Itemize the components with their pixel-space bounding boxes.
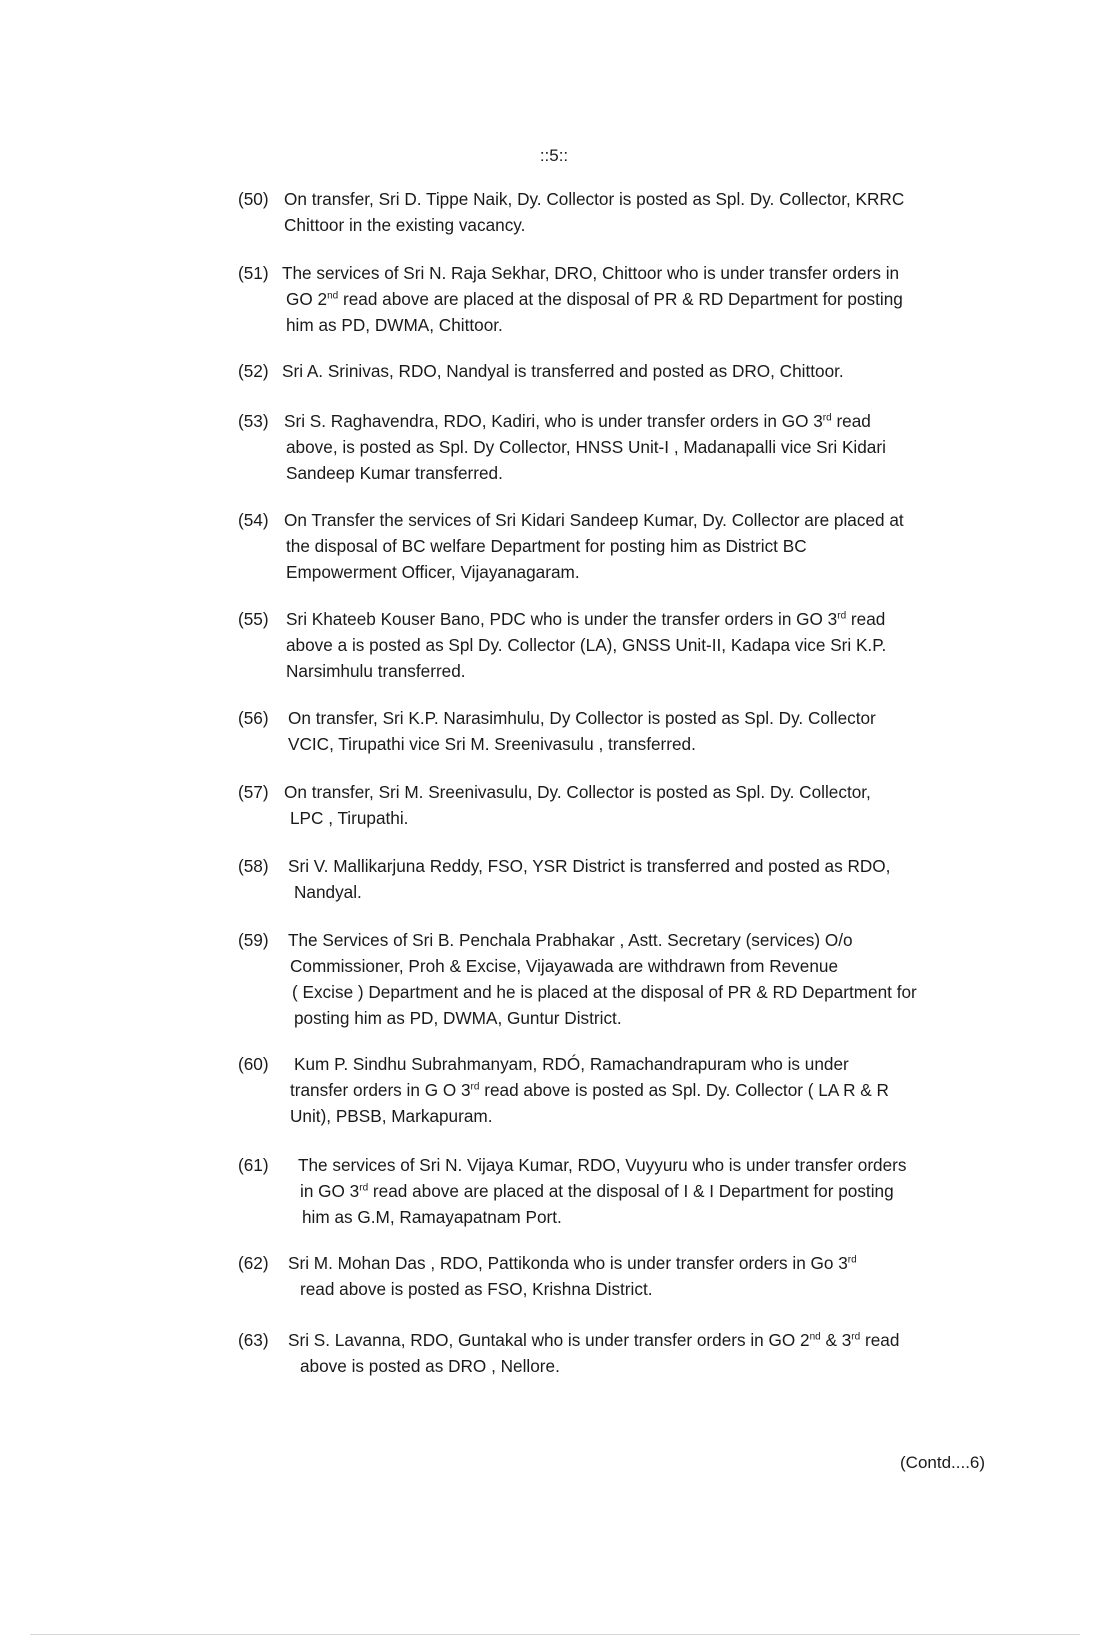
order-item — [238, 705, 998, 757]
order-item — [238, 853, 998, 905]
item-text-line: the disposal of BC welfare Department for posting him as District BC — [286, 536, 807, 556]
item-text-line: GO 2nd read above are placed at the disposal of PR & RD Department for posting — [286, 289, 903, 309]
item-text-line: Sri S. Lavanna, RDO, Guntakal who is under transfer orders in GO 2nd & 3rd read — [288, 1330, 900, 1350]
order-item — [238, 260, 998, 338]
ordinal-suffix: rd — [470, 1081, 480, 1093]
order-item — [238, 186, 998, 238]
ordinal-suffix: rd — [837, 610, 847, 622]
item-number: (57) — [238, 782, 269, 802]
ordinal-suffix: nd — [809, 1331, 821, 1343]
order-item — [238, 358, 998, 384]
item-number: (52) — [238, 361, 269, 381]
item-text-line: On Transfer the services of Sri Kidari Sandeep Kumar, Dy. Collector are placed at — [284, 510, 904, 530]
order-item — [238, 1152, 998, 1230]
item-text-line: Unit), PBSB, Markapuram. — [290, 1106, 493, 1126]
item-text-line: On transfer, Sri M. Sreenivasulu, Dy. Collector is posted as Spl. Dy. Collector, — [284, 782, 871, 802]
order-item — [238, 1250, 998, 1302]
item-text-line: posting him as PD, DWMA, Guntur District. — [294, 1008, 622, 1028]
order-item — [238, 408, 998, 486]
order-item — [238, 1051, 998, 1129]
ordinal-suffix: rd — [847, 1254, 857, 1266]
item-number: (55) — [238, 609, 269, 629]
item-number: (58) — [238, 856, 269, 876]
item-text-line: read above is posted as FSO, Krishna District. — [300, 1279, 653, 1299]
item-text-line: transfer orders in G O 3rd read above is posted as Spl. Dy. Collector ( LA R & R — [290, 1080, 889, 1100]
item-text-line: Commissioner, Proh & Excise, Vijayawada are withdrawn from Revenue — [290, 956, 839, 976]
order-item — [238, 507, 998, 585]
order-item — [238, 927, 998, 1031]
order-item — [238, 779, 998, 831]
item-text-line: Sandeep Kumar transferred. — [286, 463, 503, 483]
item-text-line: On transfer, Sri K.P. Narasimhulu, Dy Collector is posted as Spl. Dy. Collector — [288, 708, 876, 728]
item-number: (62) — [238, 1253, 269, 1273]
item-text-line: The services of Sri N. Vijaya Kumar, RDO, Vuyyuru who is under transfer orders — [298, 1155, 907, 1175]
item-text-line: Sri Khateeb Kouser Bano, PDC who is under the transfer orders in GO 3rd read — [286, 609, 886, 629]
item-text-line: him as G.M, Ramayapatnam Port. — [302, 1207, 562, 1227]
item-number: (54) — [238, 510, 269, 530]
item-text-line: Sri A. Srinivas, RDO, Nandyal is transferred and posted as DRO, Chittoor. — [282, 361, 844, 381]
item-text-line: Narsimhulu transferred. — [286, 661, 466, 681]
order-item — [238, 606, 998, 684]
item-text-line: in GO 3rd read above are placed at the disposal of I & I Department for posting — [300, 1181, 894, 1201]
item-text-line: Chittoor in the existing vacancy. — [284, 215, 526, 235]
item-text-line: Nandyal. — [294, 882, 362, 902]
item-text-line: above is posted as DRO , Nellore. — [300, 1356, 560, 1376]
item-text-line: Sri S. Raghavendra, RDO, Kadiri, who is under transfer orders in GO 3rd read — [284, 411, 871, 431]
item-text-line: Kum P. Sindhu Subrahmanyam, RDÓ, Ramachandrapuram who is under — [294, 1054, 849, 1074]
item-number: (51) — [238, 263, 269, 283]
ordinal-suffix: rd — [359, 1182, 369, 1194]
order-item — [238, 1327, 998, 1379]
page-number: ::5:: — [539, 146, 569, 165]
item-number: (60) — [238, 1054, 269, 1074]
ordinal-suffix: nd — [327, 290, 339, 302]
item-text-line: above a is posted as Spl Dy. Collector (LA), GNSS Unit-II, Kadapa vice Sri K.P. — [286, 635, 887, 655]
item-number: (61) — [238, 1155, 269, 1175]
item-text-line: The services of Sri N. Raja Sekhar, DRO, Chittoor who is under transfer orders in — [282, 263, 900, 283]
ordinal-suffix: rd — [851, 1331, 861, 1343]
item-text-line: above, is posted as Spl. Dy Collector, HNSS Unit-I , Madanapalli vice Sri Kidari — [286, 437, 886, 457]
ordinal-suffix: rd — [822, 412, 832, 424]
item-text-line: The Services of Sri B. Penchala Prabhakar , Astt. Secretary (services) O/o — [288, 930, 853, 950]
continued-note: (Contd....6) — [900, 1453, 986, 1472]
item-number: (56) — [238, 708, 269, 728]
item-text-line: LPC , Tirupathi. — [290, 808, 409, 828]
bottom-edge-line — [30, 1634, 1080, 1635]
item-number: (59) — [238, 930, 269, 950]
item-number: (63) — [238, 1330, 269, 1350]
item-number: (53) — [238, 411, 269, 431]
item-text-line: Sri M. Mohan Das , RDO, Pattikonda who is under transfer orders in Go 3rd — [288, 1253, 857, 1273]
item-number: (50) — [238, 189, 269, 209]
item-text-line: VCIC, Tirupathi vice Sri M. Sreenivasulu , transferred. — [288, 734, 696, 754]
item-text-line: Sri V. Mallikarjuna Reddy, FSO, YSR District is transferred and posted as RDO, — [288, 856, 891, 876]
item-text-line: him as PD, DWMA, Chittoor. — [286, 315, 503, 335]
item-text-line: On transfer, Sri D. Tippe Naik, Dy. Collector is posted as Spl. Dy. Collector, KRRC — [284, 189, 905, 209]
item-text-line: Empowerment Officer, Vijayanagaram. — [286, 562, 580, 582]
item-text-line: ( Excise ) Department and he is placed at the disposal of PR & RD Department for — [292, 982, 917, 1002]
